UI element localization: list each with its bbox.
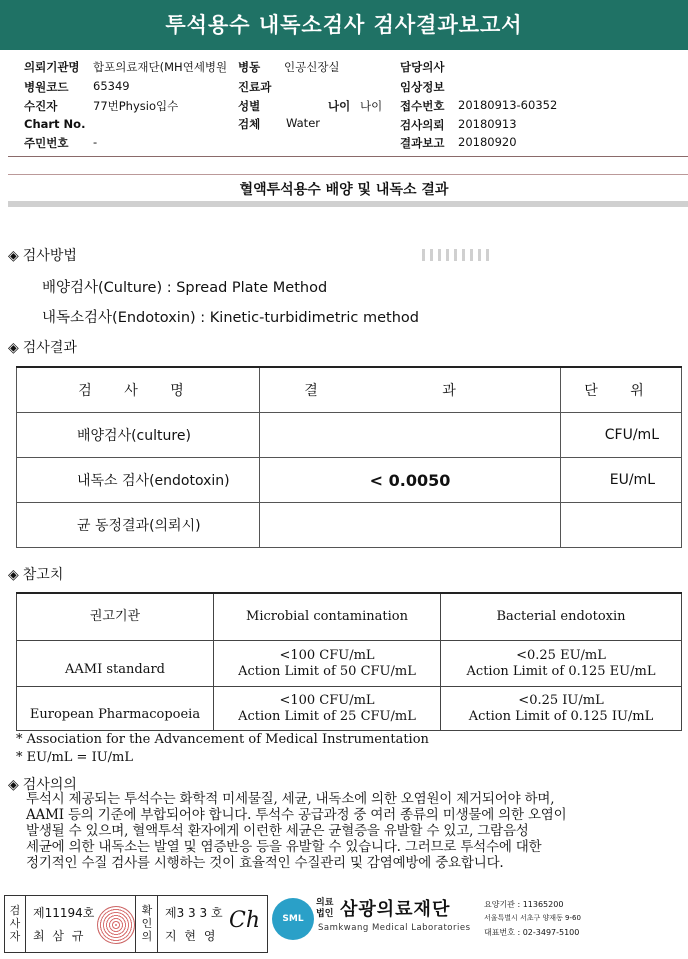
lab-code: 요양기관 : 11365200: [484, 900, 564, 909]
row-result: < 0.0050: [260, 458, 561, 503]
diamond-bullet-icon: ◈: [8, 248, 19, 264]
sml-logo-icon: SML: [272, 898, 314, 940]
footnote: * EU/mL = IU/mL: [16, 750, 134, 765]
opinion-heading: ◈ 검사의의: [8, 777, 77, 793]
row-unit: EU/mL: [561, 458, 682, 503]
ward-label: 병동: [238, 60, 261, 74]
diamond-bullet-icon: ◈: [8, 567, 19, 583]
section-title: 혈액투석용수 배양 및 내독소 결과: [239, 182, 449, 198]
clinical-label: 임상정보: [400, 80, 445, 94]
scan-artifact: [422, 249, 492, 261]
confirmer-label: 확 인 의: [141, 904, 153, 943]
age-label: 나이: [328, 99, 351, 113]
footnote: * Association for the Advancement of Medical Instrumentation: [16, 732, 429, 747]
receipt-label: 접수번호: [400, 99, 445, 113]
doctor-label: 담당의사: [400, 60, 445, 74]
report-date-label: 결과보고: [400, 136, 445, 150]
dept-label: 진료과: [238, 80, 272, 94]
table-row: [17, 503, 682, 548]
row-unit: CFU/mL: [561, 413, 682, 458]
receipt-value: 20180913-60352: [458, 98, 558, 112]
col-header-result: 결 과: [260, 367, 561, 413]
results-heading: ◈ 검사결과: [8, 340, 77, 356]
specimen-label: 검체: [238, 117, 261, 131]
ref-micro: <100 CFU/mL Action Limit of 50 CFU/mL: [214, 641, 441, 687]
institution-value: 합포의료재단(MH연세병원: [93, 60, 228, 74]
examiner-name: 최 삼 규: [33, 929, 86, 943]
hospital-code-value: 65349: [93, 79, 130, 93]
col-header-micro: Microbial contamination: [214, 593, 441, 641]
divider: [8, 156, 688, 157]
row-name: 내독소 검사(endotoxin): [17, 458, 260, 503]
patient-value: 77번Physio입수: [93, 99, 179, 113]
col-header-endo: Bacterial endotoxin: [441, 593, 682, 641]
row-unit: [561, 503, 682, 548]
method-culture: 배양검사(Culture) : Spread Plate Method: [42, 280, 328, 296]
col-header-name: 검 사 명: [17, 367, 260, 413]
results-table: [16, 366, 682, 548]
lab-name: 삼광의료재단: [340, 899, 451, 920]
specimen-value: Water: [286, 116, 320, 130]
examiner-label: 검 사 자: [9, 904, 21, 943]
lab-english-name: Samkwang Medical Laboratories: [318, 923, 471, 933]
table-row: [17, 641, 682, 687]
table-row: [17, 687, 682, 731]
report-date-value: 20180920: [458, 135, 517, 149]
sex-label: 성별: [238, 99, 261, 113]
confirmer-name: 지 현 영: [165, 929, 218, 943]
patient-label: 수진자: [24, 99, 58, 113]
ref-org: AAMI standard: [17, 641, 214, 687]
ward-value: 인공신장실: [284, 60, 340, 74]
row-name: 균 동정결과(의뢰시): [17, 503, 260, 548]
method-endotoxin: 내독소검사(Endotoxin) : Kinetic-turbidimetric method: [42, 310, 419, 326]
reference-heading: ◈ 참고치: [8, 567, 64, 583]
divider: [8, 174, 688, 175]
confirmer-license: 제3 3 3 호: [165, 906, 223, 920]
legal-prefix: 의료 법인: [316, 898, 334, 919]
request-label: 검사의뢰: [400, 118, 445, 132]
request-value: 20180913: [458, 117, 517, 131]
id-label: 주민번호: [24, 136, 69, 150]
table-header-row: [17, 367, 682, 413]
row-result: [260, 503, 561, 548]
hospital-code-label: 병원코드: [24, 80, 69, 94]
age-value: 나이: [360, 99, 383, 113]
seal-stamp-icon: [97, 906, 135, 944]
table-row: [17, 413, 682, 458]
row-name: 배양검사(culture): [17, 413, 260, 458]
opinion-text: 투석시 제공되는 투석수는 화학적 미세물질, 세균, 내독소에 의한 오염원이 제거되어야 하며, AAMI 등의 기준에 부합되어야 합니다. 투석수 공급과정 중 여러 종류의 미생물에 의한 오염이 발생될 수 있으며, 혈액투석 환자에게 이런한 세균은 균혈증을 유발할 수 있고, 그람음성 세균에 의한 내독소는 발열 및 염증반응 등을 유발할 수 있습니다. 그러므로 투석수에 대한 정기적인 수질 검사를 시행하는 것이 효율적인 수질관리 및 감염예방에 중요합니다.: [26, 791, 567, 871]
signature-icon: Ch: [229, 908, 261, 933]
ref-org: European Pharmacopoeia: [17, 687, 214, 731]
diamond-bullet-icon: ◈: [8, 340, 19, 356]
lab-phone: 대표번호 : 02-3497-5100: [484, 928, 580, 937]
chart-label: Chart No.: [24, 117, 86, 131]
id-value: -: [93, 135, 98, 149]
signature-box: [4, 895, 268, 953]
lab-address: 서울특별시 서초구 양재동 9-60: [484, 914, 581, 922]
reference-table: [16, 592, 682, 731]
ref-endo: <0.25 EU/mL Action Limit of 0.125 EU/mL: [441, 641, 682, 687]
table-header-row: [17, 593, 682, 641]
institution-label: 의뢰기관명: [24, 60, 80, 74]
examiner-license: 제11194호: [33, 906, 95, 920]
col-header-unit: 단 위: [561, 367, 682, 413]
row-result: [260, 413, 561, 458]
table-row: [17, 458, 682, 503]
divider: [8, 201, 688, 207]
diamond-bullet-icon: ◈: [8, 777, 19, 793]
ref-micro: <100 CFU/mL Action Limit of 25 CFU/mL: [214, 687, 441, 731]
report-title: 투석용수 내독소검사 검사결과보고서: [0, 0, 688, 50]
ref-endo: <0.25 IU/mL Action Limit of 0.125 IU/mL: [441, 687, 682, 731]
col-header-org: 권고기관: [17, 593, 214, 641]
method-heading: ◈ 검사방법: [8, 248, 77, 264]
